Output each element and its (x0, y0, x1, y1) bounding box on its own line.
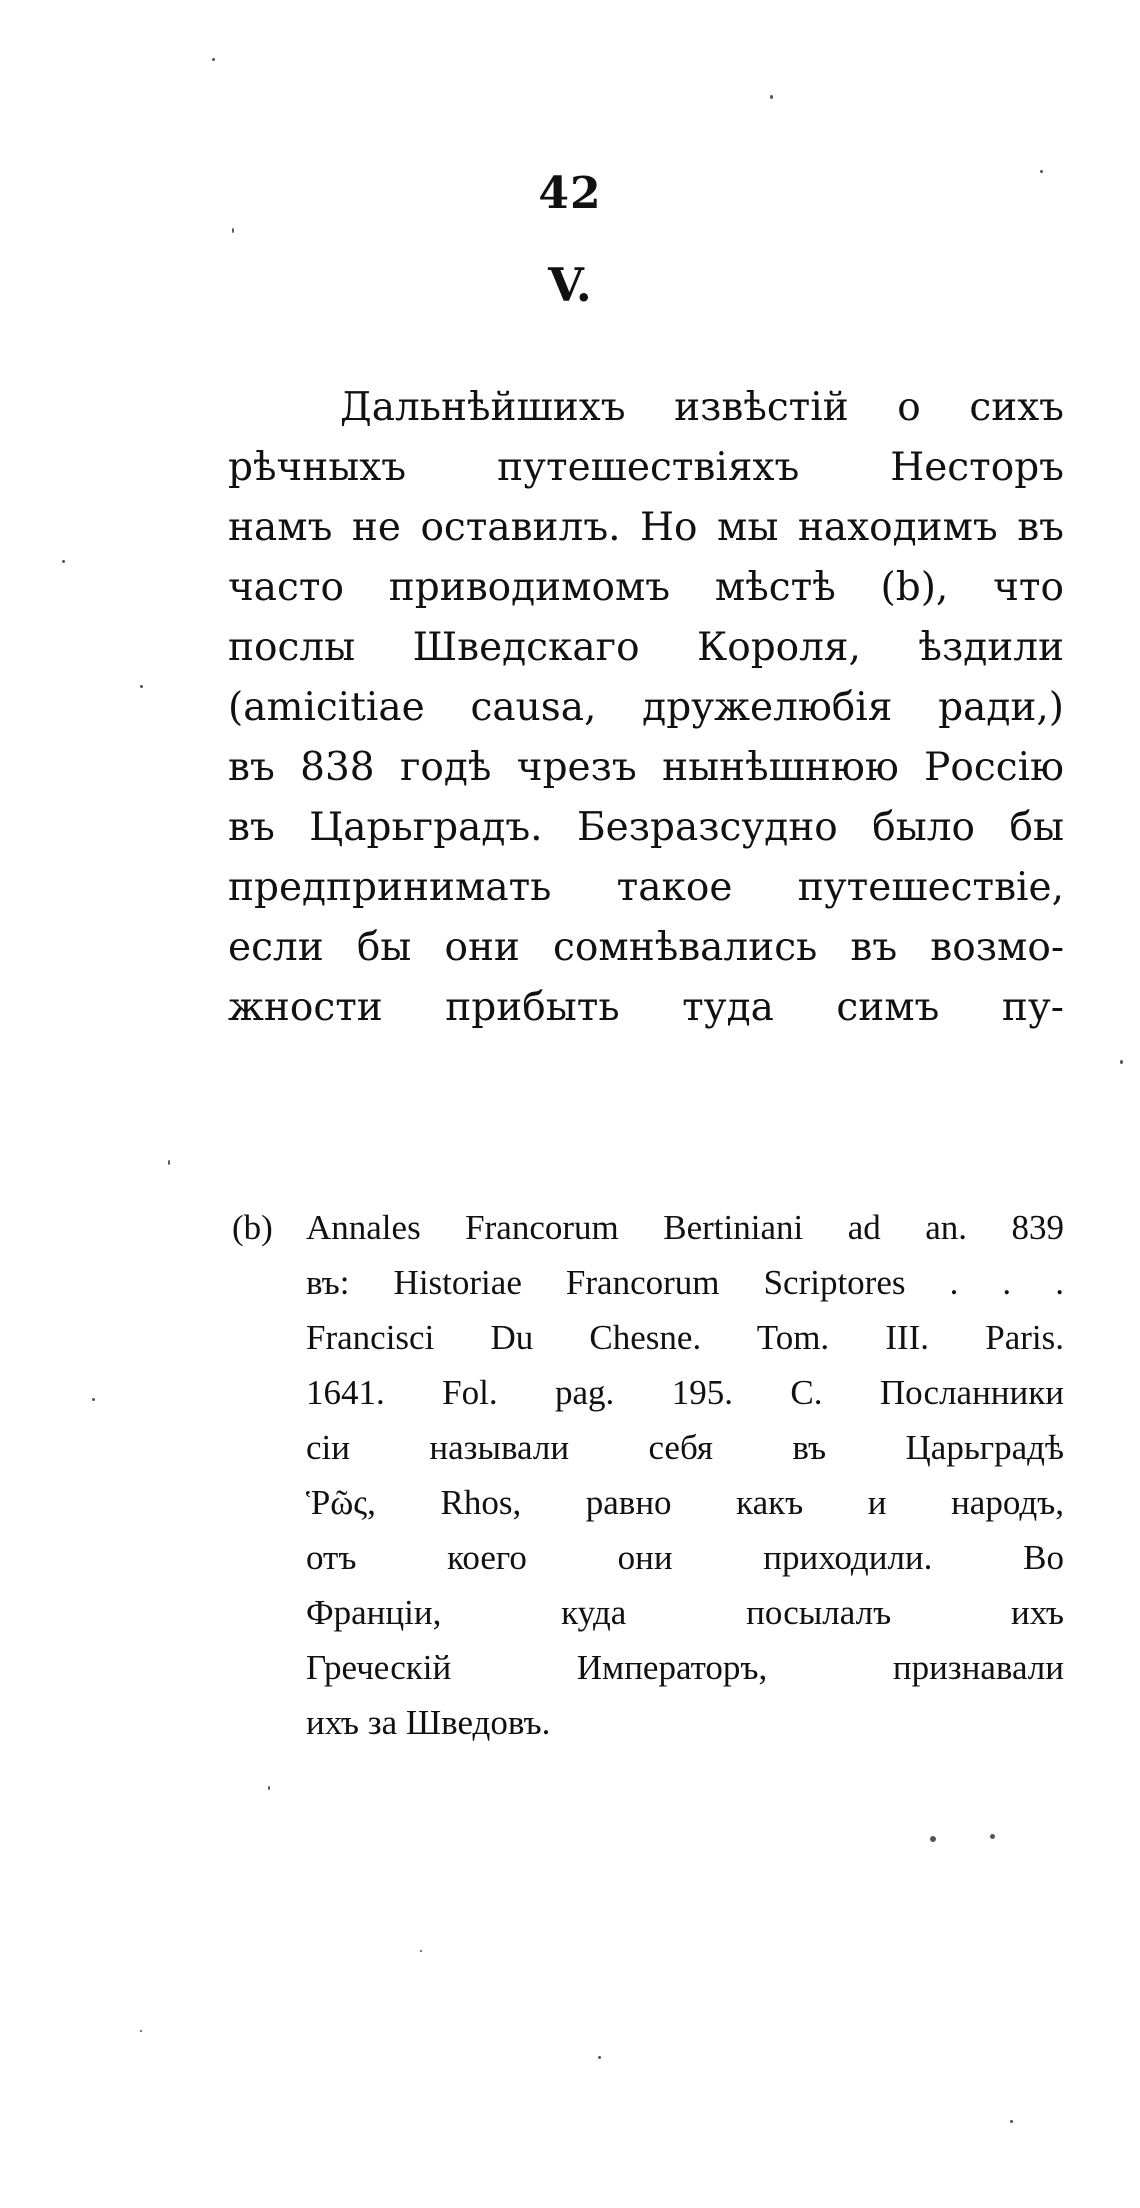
paper-speck (140, 2030, 142, 2032)
footnote-line: 1641. Fol. pag. 195. C. Посланники (306, 1373, 1064, 1412)
paper-speck (140, 685, 143, 688)
text-line: если бы они сомнѣвались въ возмо- (228, 925, 1064, 970)
text-line: послы Шведскаго Короля, ѣздили (228, 625, 1064, 670)
paper-speck (598, 2056, 601, 2059)
paper-speck (420, 1950, 422, 1952)
footnote-line: сіи называли себя въ Царьградѣ (306, 1428, 1064, 1467)
text-line: предпринимать такое путешествіе, (228, 865, 1064, 910)
paper-speck (62, 560, 65, 563)
text-line: въ 838 годѣ чрезъ нынѣшнюю Россію (228, 745, 1064, 790)
paper-speck (770, 95, 773, 99)
footnote-line: Ῥῶς, Rhos, равно какъ и народъ, (306, 1483, 1064, 1522)
paper-speck (1120, 1060, 1123, 1064)
text-line: (amicitiae causa, дружелюбія ради,) (228, 685, 1064, 730)
text-line: намъ не оставилъ. Но мы находимъ въ (228, 505, 1064, 550)
main-paragraph (228, 378, 1064, 1038)
footnote-line: Греческій Императоръ, признавали (306, 1648, 1064, 1687)
paper-speck (212, 58, 215, 61)
footnote-line: Francisci Du Chesne. Tom. III. Paris. (306, 1318, 1064, 1357)
paper-speck (92, 1398, 95, 1401)
text-line: рѣчныхъ путешествіяхъ Несторъ (228, 445, 1064, 490)
paper-speck (1040, 170, 1043, 173)
text-line: въ Царьградъ. Безразсудно было бы (228, 805, 1064, 850)
section-number: V. (548, 258, 592, 312)
text-line: часто приводимомъ мѣстѣ (b), что (228, 565, 1064, 610)
footnote-body (306, 1200, 1064, 1750)
paper-speck (990, 1834, 995, 1839)
footnote-line: ихъ за Шведовъ. (306, 1703, 551, 1742)
paper-speck (930, 1836, 936, 1842)
text-line: Дальнѣйшихъ извѣстій о сихъ (340, 385, 1064, 430)
footnote-line: Франціи, куда посылалъ ихъ (306, 1593, 1064, 1632)
footnote-line: въ: Historiae Francorum Scriptores . . . (306, 1263, 1064, 1302)
page-number: 42 (538, 168, 602, 219)
footnote-marker: (b) (232, 1208, 273, 1247)
text-line: жности прибыть туда симъ пу- (228, 985, 1064, 1030)
footnote-line: Annales Francorum Bertiniani ad an. 839 (306, 1208, 1064, 1247)
footnote-line: отъ коего они приходили. Во (306, 1538, 1064, 1577)
paper-speck (268, 1786, 270, 1790)
paper-speck (232, 228, 234, 233)
paper-speck (1010, 2120, 1013, 2123)
paper-speck (168, 1160, 170, 1165)
